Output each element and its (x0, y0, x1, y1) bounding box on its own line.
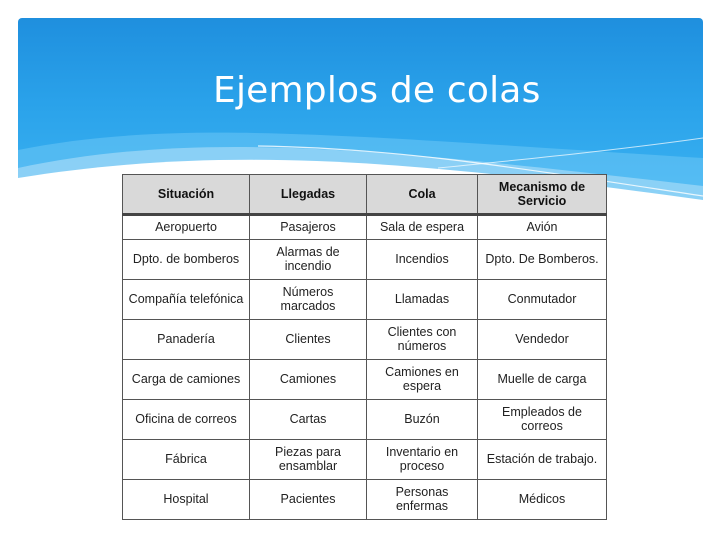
table-cell: Carga de camiones (123, 359, 250, 399)
table-row (123, 319, 607, 359)
table-cell: Clientes (250, 319, 367, 359)
table-cell: Compañía telefónica (123, 279, 250, 319)
table-cell: Cartas (250, 399, 367, 439)
table-row (123, 439, 607, 479)
table-cell: Aeropuerto (123, 215, 250, 240)
header-situacion: Situación (123, 175, 250, 215)
table-cell: Piezas para ensamblar (250, 439, 367, 479)
slide-title: Ejemplos de colas (213, 70, 541, 111)
table-cell: Pacientes (250, 479, 367, 519)
table-cell: Inventario en proceso (367, 439, 478, 479)
table-row (123, 215, 607, 240)
header-cola: Cola (367, 175, 478, 215)
table-row (123, 399, 607, 439)
table-cell: Camiones (250, 359, 367, 399)
header-llegadas: Llegadas (250, 175, 367, 215)
table-cell: Médicos (478, 479, 607, 519)
queue-examples-table (122, 174, 607, 520)
header-mecanismo: Mecanismo de Servicio (478, 175, 607, 215)
table-cell: Clientes con números (367, 319, 478, 359)
table-cell: Muelle de carga (478, 359, 607, 399)
table-cell: Avión (478, 215, 607, 240)
table-cell: Fábrica (123, 439, 250, 479)
table-cell: Dpto. De Bomberos. (478, 239, 607, 279)
table-cell: Hospital (123, 479, 250, 519)
table-cell: Camiones en espera (367, 359, 478, 399)
table-cell: Números marcados (250, 279, 367, 319)
table-cell: Buzón (367, 399, 478, 439)
table-row (123, 359, 607, 399)
table-cell: Conmutador (478, 279, 607, 319)
table-cell: Pasajeros (250, 215, 367, 240)
table-cell: Llamadas (367, 279, 478, 319)
table-cell: Incendios (367, 239, 478, 279)
table-cell: Dpto. de bomberos (123, 239, 250, 279)
table-cell: Estación de trabajo. (478, 439, 607, 479)
table-cell: Alarmas de incendio (250, 239, 367, 279)
table-row (123, 239, 607, 279)
table-row (123, 479, 607, 519)
table-cell: Vendedor (478, 319, 607, 359)
table-row (123, 279, 607, 319)
table-cell: Personas enfermas (367, 479, 478, 519)
table-cell: Oficina de correos (123, 399, 250, 439)
table-cell: Empleados de correos (478, 399, 607, 439)
table-header-row (123, 175, 607, 215)
table-cell: Panadería (123, 319, 250, 359)
queue-examples-table-container (122, 174, 606, 520)
table-cell: Sala de espera (367, 215, 478, 240)
